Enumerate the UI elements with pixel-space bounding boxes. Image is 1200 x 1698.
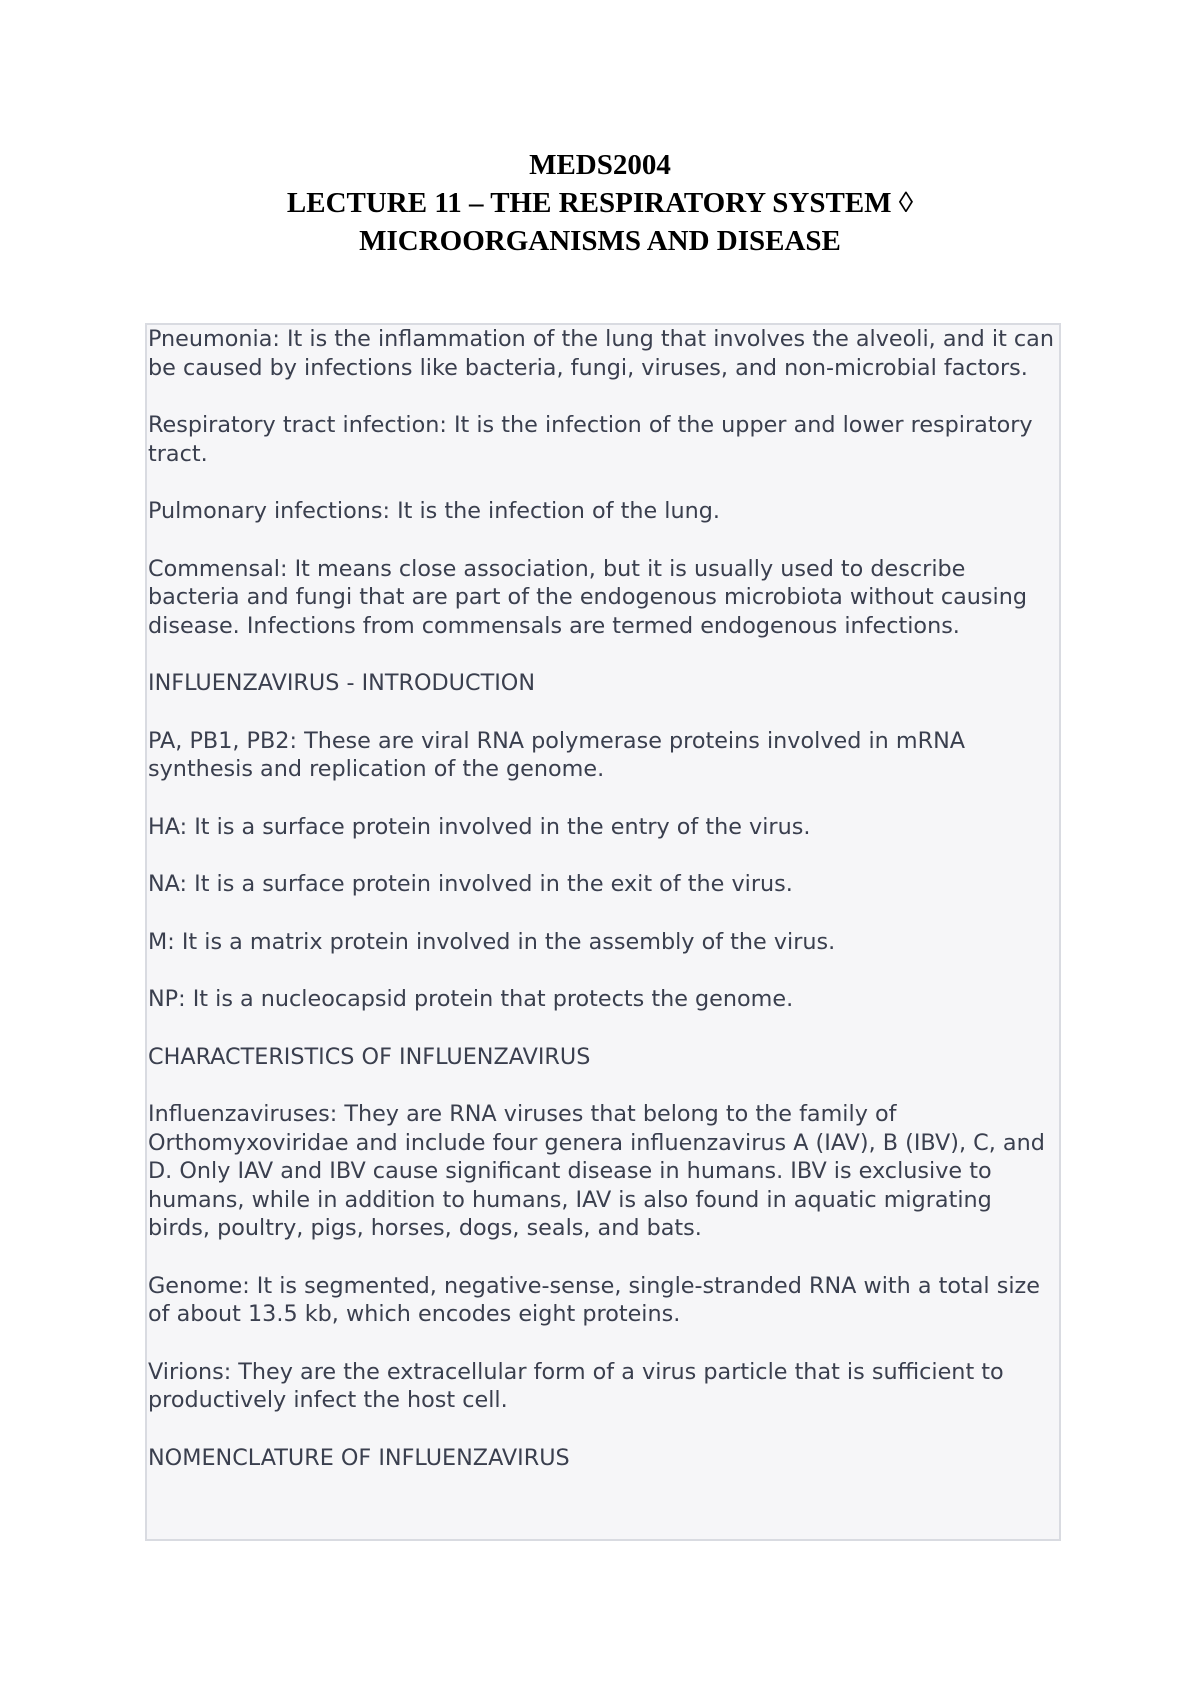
course-code: MEDS2004 xyxy=(529,149,671,181)
section-heading-characteristics: CHARACTERISTICS OF INFLUENZAVIRUS xyxy=(148,1043,591,1070)
definition-m: M: It is a matrix protein involved in the assembly of the virus. xyxy=(148,928,836,955)
definition-na: NA: It is a surface protein involved in the exit of the virus. xyxy=(148,871,793,897)
definition-np: NP: It is a nucleocapsid protein that protects the genome. xyxy=(148,986,794,1012)
definition-virions: Virions: They are the extracellular form of a virus particle that is sufficient to productively infect the host cell. xyxy=(148,1358,1004,1413)
content-box xyxy=(145,323,1061,1541)
definition-commensal: Commensal: It means close association, but it is usually used to describe bacteria and fungi that are part of the endogenous microbiota without causing disease. Infections from commensals are termed endogenous infections. xyxy=(148,555,1027,639)
definition-ha: HA: It is a surface protein involved in the entry of the virus. xyxy=(148,813,811,840)
definition-pneumonia: Pneumonia: It is the inflammation of the lung that involves the alveoli, and it can be caused by infections like bacteria, fungi, viruses, and non-microbial factors. xyxy=(148,326,1054,381)
definition-influenzaviruses: Influenzaviruses: They are RNA viruses that belong to the family of Orthomyxoviridae and include four genera influenzavirus A (IAV), B (IBV), C, and D. Only IAV and IBV cause significant disease in humans. IBV is exclusive to humans, while in addition to humans, IAV is also found in aquatic migrating birds, poultry, pigs, horses, dogs, seals, and bats. xyxy=(148,1101,1045,1241)
document-title xyxy=(0,146,1200,260)
definition-pa-pb1-pb2: PA, PB1, PB2: These are viral RNA polymerase proteins involved in mRNA synthesis and replication of the genome. xyxy=(148,727,966,782)
definition-pulmonary-infections: Pulmonary infections: It is the infection of the lung. xyxy=(148,498,720,524)
definition-respiratory-tract-infection: Respiratory tract infection: It is the infection of the upper and lower respiratory tract. xyxy=(148,412,1033,467)
lecture-title-line-2: MICROORGANISMS AND DISEASE xyxy=(359,225,841,257)
section-heading-influenzavirus-introduction: INFLUENZAVIRUS - INTRODUCTION xyxy=(148,670,535,696)
lecture-title-line-1: LECTURE 11 – THE RESPIRATORY SYSTEM ◊ xyxy=(286,187,914,219)
section-heading-nomenclature: NOMENCLATURE OF INFLUENZAVIRUS xyxy=(148,1444,570,1471)
definition-genome: Genome: It is segmented, negative-sense, single-stranded RNA with a total size of about 13.5 kb, which encodes eight proteins. xyxy=(148,1272,1040,1327)
